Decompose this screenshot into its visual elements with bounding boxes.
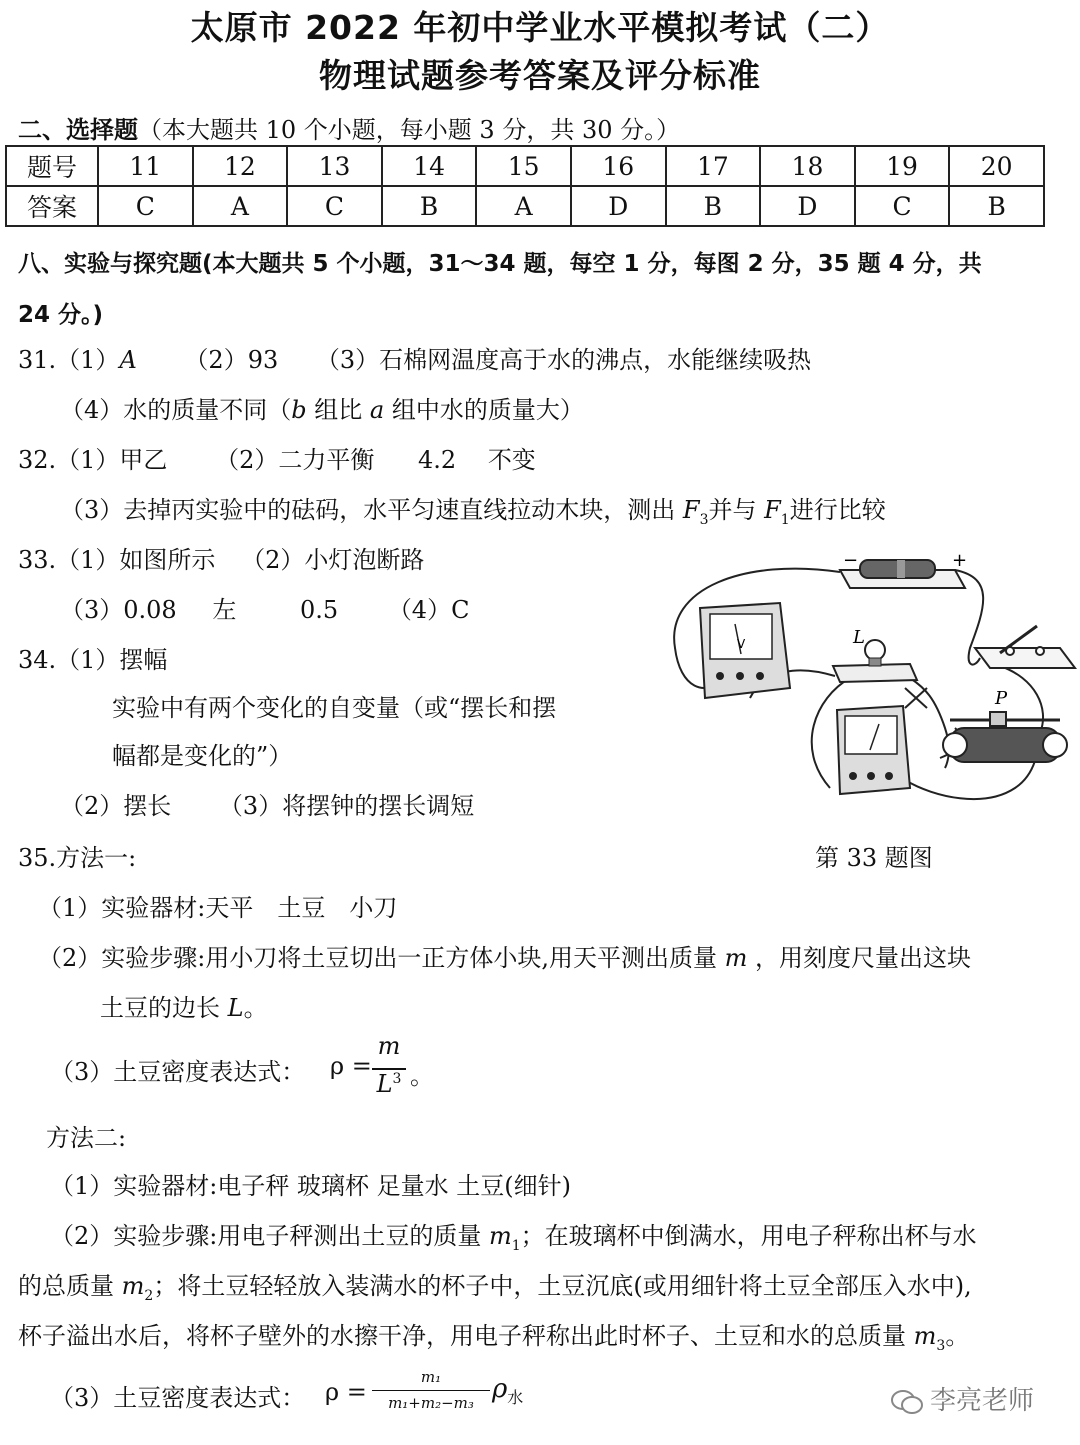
q35-m2-rho-symbol: ρ (492, 1374, 508, 1404)
q31-part3: （3）石棉网温度高于水的沸点，水能继续吸热 (315, 346, 812, 374)
q33-line1 (18, 540, 424, 575)
q35-m1-formula-label: （3）土豆密度表达式： (50, 1058, 306, 1086)
q31-part4-c: 组比 (306, 396, 370, 424)
answer-cell: D (571, 186, 666, 226)
q31-part4-a: （4）水的质量不同（ (60, 396, 292, 424)
question-number: 13 (287, 146, 382, 186)
question-number: 11 (98, 146, 193, 186)
section-8-heading: 八、实验与探究题(本大题共 5 个小题，31～34 题，每空 1 分，每图 2 分，35 题 4 分，共 (18, 251, 982, 277)
q32-f1: F (764, 496, 781, 524)
watermark-text: 李亮老师 (930, 1386, 1035, 1416)
q35-m2-steps (50, 1216, 977, 1254)
q33-part1: 33.（1）如图所示 (18, 546, 216, 574)
q32-part3-b: 并与 (708, 496, 765, 524)
q35-m1-fraction (372, 1032, 406, 1104)
q35-m2-var-m2: m (121, 1272, 145, 1300)
q31-part1-label: 31.（1） (18, 346, 120, 374)
answer-table-number-row (6, 146, 1044, 186)
q35-m1-steps (38, 938, 971, 973)
q35-m2-var-m3: m (913, 1322, 937, 1350)
q32-f3-sub: 3 (699, 511, 709, 528)
circuit-diagram (665, 548, 1080, 840)
q31-var-b: b (291, 396, 307, 424)
q31-line1 (18, 340, 811, 375)
answer-table-answer-row (6, 186, 1044, 226)
q33-part2: （2）小灯泡断路 (241, 546, 425, 574)
answer-cell: D (760, 186, 855, 226)
q34-line1: 34.（1）摆幅 (18, 646, 168, 674)
q34-line4 (60, 786, 474, 821)
q35-m1-steps-b: ，用刻度尺量出这块 (747, 944, 972, 972)
page-title: 太原市 2022 年初中学业水平模拟考试（二） (190, 8, 890, 47)
q33-part3-power: 0.5 (300, 596, 339, 624)
question-number: 16 (571, 146, 666, 186)
q32-part1: 32.（1）甲乙 (18, 446, 168, 474)
answer-cell: A (476, 186, 571, 226)
question-number: 20 (949, 146, 1044, 186)
question-number: 18 (760, 146, 855, 186)
q35-m2-steps-cont1 (18, 1266, 972, 1304)
q35-m2-materials: （1）实验器材:电子秤 玻璃杯 足量水 土豆(细针) (50, 1172, 571, 1200)
q32-part3-c: 进行比较 (789, 496, 886, 524)
watermark (890, 1380, 1034, 1417)
q35-method1-heading: 35.方法一: (18, 844, 137, 872)
q35-m1-steps-cont (100, 988, 268, 1023)
answer-cell: C (855, 186, 950, 226)
q35-m2-sub-2: 2 (144, 1287, 154, 1304)
q35-m2-steps-e: 杯子溢出水后，将杯子壁外的水擦干净，用电子秤称出此时杯子、土豆和水的总质量 (18, 1322, 914, 1350)
q35-m1-end: 。 (410, 1062, 434, 1090)
q32-unchanged: 不变 (487, 446, 536, 474)
fraction-bar (372, 1390, 490, 1391)
row-label-number: 题号 (6, 146, 98, 186)
q35-m2-var-m1: m (488, 1222, 512, 1250)
q31-line2 (60, 390, 584, 425)
q35-m2-fraction (372, 1368, 490, 1422)
answer-cell: C (287, 186, 382, 226)
q34-line2: 实验中有两个变化的自变量（或“摆长和摆 (112, 694, 557, 722)
q32-value: 4.2 (418, 446, 457, 474)
q32-line1 (18, 440, 536, 475)
section-2-header (18, 110, 680, 145)
q31-part2: （2）93 (184, 346, 279, 374)
q35-m1-den-var: L (376, 1070, 393, 1098)
section-2-note: （本大题共 10 个小题，每小题 3 分，共 30 分。） (138, 116, 681, 144)
q35-m2-numerator: m₁ (420, 1368, 442, 1386)
q35-m2-rho-sub: 水 (507, 1388, 524, 1408)
q35-m1-rho: ρ = (330, 1052, 372, 1080)
rheostat-label: P (995, 688, 1008, 709)
switch-icon (975, 626, 1075, 668)
q33-part4: （4）C (387, 596, 470, 624)
q35-m2-formula-label: （3）土豆密度表达式： (50, 1384, 306, 1412)
q32-part2: （2）二力平衡 (215, 446, 375, 474)
q35-m1-var-l: L (227, 994, 244, 1022)
battery-plus-label: + (952, 550, 968, 571)
q35-m2-steps-f: 。 (945, 1322, 970, 1350)
q32-part3-a: （3）去掉丙实验中的砝码，水平匀速直线拉动木块，测出 (60, 496, 683, 524)
q35-m1-den-exp: 3 (392, 1071, 402, 1087)
answer-cell: B (949, 186, 1044, 226)
page-subtitle: 物理试题参考答案及评分标准 (319, 56, 761, 95)
q35-m1-denominator (372, 1070, 406, 1098)
ammeter-icon (837, 706, 910, 794)
q32-line2 (60, 490, 886, 528)
q35-m2-denominator: m₁+m₂−m₃ (388, 1394, 474, 1412)
question-number: 12 (193, 146, 288, 186)
q35-m1-materials: （1）实验器材:天平 土豆 小刀 (38, 894, 398, 922)
q35-m2-steps-a: （2）实验步骤:用电子秤测出土豆的质量 (50, 1222, 489, 1250)
q31-part4-e: 组中水的质量大） (384, 396, 584, 424)
q35-m2-steps-b: ；在玻璃杯中倒满水，用电子秤称出杯与水 (520, 1222, 977, 1250)
answer-cell: B (666, 186, 761, 226)
section-8-heading-cont: 24 分。) (18, 302, 104, 328)
q35-m1-steps-d: 。 (243, 994, 268, 1022)
answer-cell: C (98, 186, 193, 226)
voltmeter-icon (700, 603, 790, 698)
q31-part1-answer: A (119, 346, 137, 374)
lamp-icon (833, 640, 917, 682)
q34-line3: 幅都是变化的”） (112, 742, 293, 770)
q33-part3-direction: 左 (212, 596, 237, 624)
q32-f3: F (682, 496, 700, 524)
q35-m2-steps-c: 的总质量 (18, 1272, 122, 1300)
battery-minus-label: − (843, 550, 859, 571)
q35-m1-numerator: m (377, 1032, 401, 1060)
q34-part3: （3）将摆钟的摆长调短 (218, 792, 475, 820)
svg-text:V: V (737, 637, 746, 651)
q35-m2-steps-d: ；将土豆轻轻放入装满水的杯子中，土豆沉底(或用细针将土豆全部压入水中), (153, 1272, 972, 1300)
lamp-label: L (853, 627, 865, 648)
rheostat-icon (943, 712, 1067, 762)
chat-bubbles-icon (890, 1388, 924, 1416)
answer-cell: B (382, 186, 477, 226)
q35-m2-rho: ρ = (325, 1378, 367, 1406)
q33-line2 (60, 590, 469, 625)
q35-m2-sub-1: 1 (511, 1237, 521, 1254)
q34-part2: （2）摆长 (60, 792, 172, 820)
q35-m2-rho-water (492, 1374, 523, 1408)
q35-m2-steps-cont2 (18, 1316, 969, 1354)
section-2-heading: 二、选择题 (18, 116, 138, 144)
question-number: 15 (476, 146, 571, 186)
q35-method2-heading: 方法二: (46, 1124, 127, 1152)
q35-m1-var-m: m (724, 944, 748, 972)
question-number: 14 (382, 146, 477, 186)
q32-f1-sub: 1 (780, 511, 790, 528)
q35-m1-steps-a: （2）实验步骤:用小刀将土豆切出一正方体小块,用天平测出质量 (38, 944, 725, 972)
figure-caption: 第 33 题图 (815, 844, 933, 872)
answer-table (5, 145, 1045, 227)
question-number: 19 (855, 146, 950, 186)
q31-var-a: a (369, 396, 385, 424)
question-number: 17 (666, 146, 761, 186)
battery-icon (840, 560, 965, 588)
row-label-answer: 答案 (6, 186, 98, 226)
q35-m1-steps-c: 土豆的边长 (100, 994, 228, 1022)
q35-m2-sub-3: 3 (936, 1337, 946, 1354)
answer-cell: A (193, 186, 288, 226)
q33-part3-value: （3）0.08 (60, 596, 177, 624)
